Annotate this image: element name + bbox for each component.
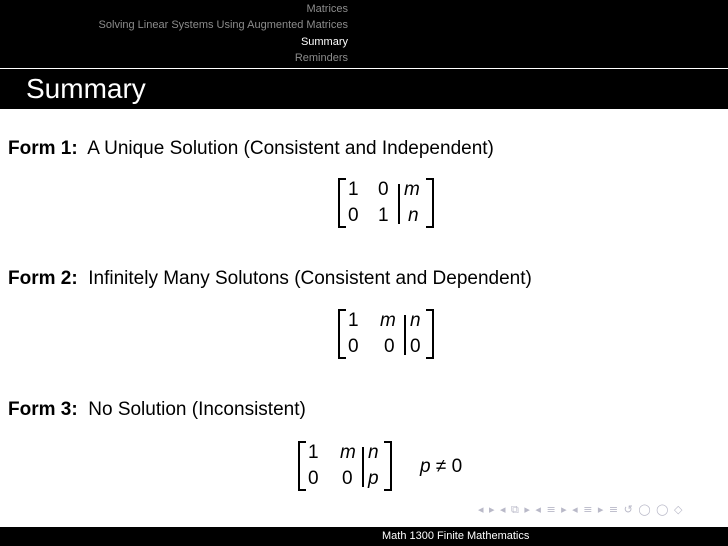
matrix-cell: n xyxy=(368,442,379,463)
matrix-cell: n xyxy=(408,205,419,226)
condition-p-not-zero xyxy=(420,456,462,478)
left-bracket xyxy=(338,309,346,359)
matrix-cell: 0 xyxy=(342,468,353,489)
form-1-matrix xyxy=(338,178,434,230)
matrix-cell: p xyxy=(368,468,379,489)
nav-section-reminders[interactable]: Reminders xyxy=(294,52,348,64)
nav-section-summary[interactable]: Summary xyxy=(300,36,348,48)
matrix-cell: 0 xyxy=(384,336,395,357)
form-1-heading xyxy=(8,138,494,160)
form-2-heading xyxy=(8,268,532,290)
header-right-panel xyxy=(364,0,728,68)
augment-bar xyxy=(398,184,400,224)
form-2-matrix xyxy=(338,309,434,361)
matrix-cell: 0 xyxy=(308,468,319,489)
matrix-cell: m xyxy=(404,179,420,200)
matrix-cell: 0 xyxy=(410,336,421,357)
form-2-label: Form 2: xyxy=(8,268,78,289)
right-bracket xyxy=(426,178,434,228)
matrix-cell: m xyxy=(380,310,396,331)
right-bracket xyxy=(426,309,434,359)
matrix-cell: 0 xyxy=(348,205,359,226)
matrix-cell: 1 xyxy=(378,205,389,226)
matrix-cell: 0 xyxy=(378,179,389,200)
augment-bar xyxy=(404,315,406,355)
augment-bar xyxy=(362,447,364,487)
beamer-navigation-icons[interactable]: ◂ ▸ ◂ ⧉ ▸ ◂ ≡ ▸ ◂ ≡ ▸ ≡ ↺ ◯ ◯ ◇ xyxy=(478,503,684,516)
matrix-cell: 1 xyxy=(348,310,359,331)
matrix-cell: 1 xyxy=(348,179,359,200)
form-3-heading xyxy=(8,399,306,421)
left-bracket xyxy=(298,441,306,491)
nav-section-matrices[interactable]: Matrices xyxy=(306,3,348,15)
form-2-text: Infinitely Many Solutons (Consistent and Dependent) xyxy=(88,268,532,289)
nav-section-solving-linear-systems[interactable]: Solving Linear Systems Using Augmented Matrices xyxy=(98,19,348,31)
form-1-label: Form 1: xyxy=(8,138,78,159)
form-3-text: No Solution (Inconsistent) xyxy=(88,399,306,420)
footer-left-panel xyxy=(0,527,364,546)
left-bracket xyxy=(338,178,346,228)
right-bracket xyxy=(384,441,392,491)
form-3-matrix xyxy=(298,441,392,493)
condition-value: 0 xyxy=(451,456,463,477)
matrix-cell: m xyxy=(340,442,356,463)
footer-course-title: Math 1300 Finite Mathematics xyxy=(382,530,530,542)
matrix-cell: n xyxy=(410,310,421,331)
matrix-cell: 1 xyxy=(308,442,319,463)
page-title: Summary xyxy=(26,73,146,104)
condition-variable: p xyxy=(420,456,431,477)
form-1-text: A Unique Solution (Consistent and Independent) xyxy=(87,138,494,159)
form-3-label: Form 3: xyxy=(8,399,78,420)
matrix-cell: 0 xyxy=(348,336,359,357)
condition-operator: ≠ xyxy=(435,456,447,477)
